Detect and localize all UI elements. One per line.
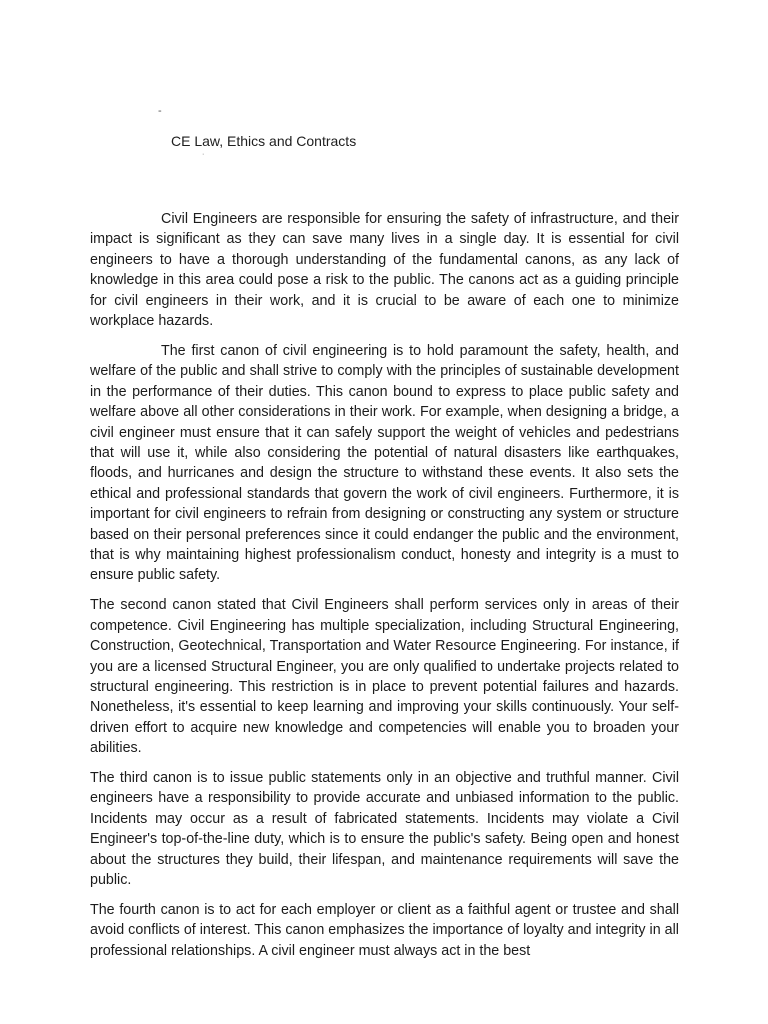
header-dot-mark: ·	[202, 151, 205, 158]
paragraph-third-canon: The third canon is to issue public statements only in an objective and truthful manner. Civil engineers have a responsibility to provide accurate and unbiased information to the public. Incidents may occur as a result of fabricated statements. Incidents may violate a Civil Engineer's top-of-the-line duty, which is to ensure the public's safety. Being open and honest about the structures they build, their lifespan, and maintenance requirements will save the public.	[90, 770, 679, 889]
document-title: CE Law, Ethics and Contracts	[171, 133, 357, 149]
paragraph-intro: Civil Engineers are responsible for ensuring the safety of infrastructure, and their impact is significant as they can save many lives in a single day. It is essential for civil engineers to have a thorough understanding of the fundamental canons, as any lack of knowledge in this area could pose a risk to the public. The canons act as a guiding principle for civil engineers in their work, and it is crucial to be aware of each one to minimize workplace hazards.	[90, 211, 679, 330]
paragraph-first-canon: The first canon of civil engineering is to hold paramount the safety, health, and welfare of the public and shall strive to comply with the principles of sustainable development in the performance of their duties. This canon bound to express to place public safety and welfare above all other considerations in their work. For example, when designing a bridge, a civil engineer must ensure that it can safely support the weight of vehicles and pedestrians that will use it, while also considering the potential of natural disasters like earthquakes, floods, and hurricanes and design the structure to withstand these events. It also sets the ethical and professional standards that govern the work of civil engineers. Furthermore, it is important for civil engineers to refrain from designing or constructing any system or structure based on their personal preferences since it could endanger the public and the environment, that is why maintaining highest professionalism conduct, honesty and integrity is a must to ensure public safety.	[90, 342, 679, 584]
paragraph-second-canon: The second canon stated that Civil Engineers shall perform services only in areas of their competence. Civil Engineering has multiple specialization, including Structural Engineering, Construction, Geotechnical, Transportation and Water Resource Engineering. For instance, if you are a licensed Structural Engineer, you are only qualified to undertake projects related to structural engineering. This restriction is in place to prevent potential failures and hazards. Nonetheless, it's essential to keep learning and improving your skills continuously. Your self-driven effort to acquire new knowledge and competencies will enable you to broaden your abilities.	[90, 597, 679, 757]
header-mark: -	[158, 105, 162, 117]
paragraph-fourth-canon: The fourth canon is to act for each employer or client as a faithful agent or trustee and shall avoid conflicts of interest. This canon emphasizes the importance of loyalty and integrity in all professional relationships. A civil engineer must always act in the best	[90, 902, 679, 959]
document-body	[90, 209, 679, 971]
